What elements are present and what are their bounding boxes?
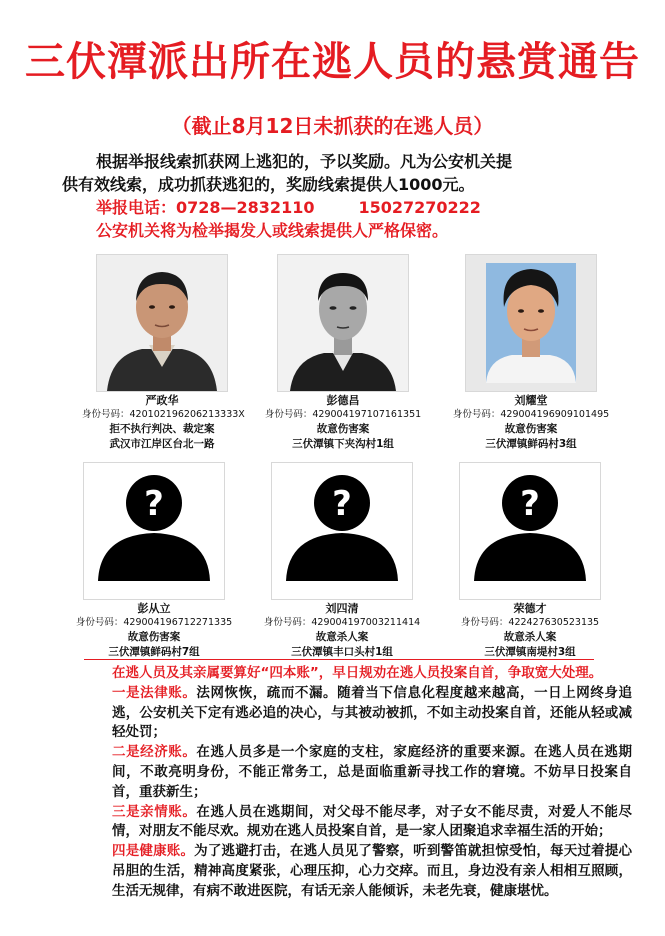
man-portrait-icon [97, 255, 227, 391]
fugitive-crime: 故意杀人案 [315, 631, 369, 643]
fugitive-card [263, 254, 423, 452]
fugitive-id-label: 身份号码： [264, 409, 313, 420]
fugitive-id [74, 616, 234, 630]
notice-subtitle: （截止8月12日未抓获的在逃人员） [171, 114, 494, 138]
fugitive-photo [277, 254, 409, 392]
fugitive-crime: 故意伤害案 [127, 631, 181, 643]
fugitive-id-number: 429004197107161351 [312, 409, 422, 420]
man-portrait-icon [278, 255, 408, 391]
fugitive-address: 武汉市江岸区台北一路 [109, 438, 215, 450]
unknown-person-icon [84, 463, 224, 599]
fugitive-id-number: 429004196712271335 [123, 617, 233, 628]
fugitive-crime: 故意伤害案 [316, 423, 370, 435]
notice-title: 三伏潭派出所在逃人员的悬赏通告 [25, 39, 640, 85]
fugitive-address: 三伏潭镇丰口头村1组 [291, 646, 393, 658]
fugitive-id-number: 429004196909101495 [500, 409, 610, 420]
fugitive-name: 彭德昌 [326, 394, 360, 407]
fugitive-photo-placeholder [271, 462, 413, 600]
fugitive-id-label: 身份号码： [452, 409, 501, 420]
advice-lead: 在逃人员及其亲属要算好“四本账”，早日规劝在逃人员投案自首，争取宽大处理。 [112, 665, 603, 681]
fugitive-id-label: 身份号码： [75, 617, 124, 628]
intro-block [62, 150, 642, 242]
fugitive-card [82, 254, 245, 452]
fugitive-id [263, 408, 423, 422]
advice-text: 为了逃避打击，在逃人员见了警察，听到警笛就担惊受怕，每天过着提心吊胆的生活，精神高度紧张，心理压抑，心力交瘁。而且，身边没有亲人相相互照顾，生活无规律，有病不敢进医院，有话无亲人能倾诉，未老先衰，健康堪忧。 [112, 843, 633, 899]
fugitive-id [450, 616, 610, 630]
fugitive-card [74, 462, 234, 660]
fugitive-crime: 故意伤害案 [504, 423, 558, 435]
fugitive-name: 刘四清 [325, 602, 359, 615]
advice-heading: 一是法律账。 [112, 684, 197, 701]
fugitive-id-number: 420102196206213333X [129, 409, 245, 420]
hotline-landline: 举报电话：0728—2832110 [96, 198, 315, 217]
svg-text:?: ? [144, 484, 164, 524]
advice-text: 在逃人员在逃期间，对父母不能尽孝，对子女不能尽责，对爱人不能尽情，对朋友不能尽欢。规劝在逃人员投案自首，是一家人团聚追求幸福生活的开始； [112, 803, 633, 840]
fugitive-photo [96, 254, 228, 392]
fugitive-id [82, 408, 245, 422]
man-portrait-icon [466, 255, 596, 391]
intro-line-1: 根据举报线索抓获网上逃犯的，予以奖励。凡为公安机关提 [96, 152, 513, 171]
hotline-line [62, 196, 642, 219]
fugitive-name: 荣德才 [513, 602, 547, 615]
fugitive-photo-placeholder [459, 462, 601, 600]
advice-paragraph-family [84, 803, 632, 843]
fugitive-id-label: 身份号码： [82, 409, 130, 420]
fugitive-photo-placeholder [83, 462, 225, 600]
intro-line-2: 供有效线索，成功抓获逃犯的，奖励线索提供人1000元。 [62, 175, 475, 194]
fugitive-address: 三伏潭镇鲜码村3组 [485, 438, 577, 450]
advice-text: 在逃人员多是一个家庭的支柱，家庭经济的重要来源。在逃人员在逃期间，不敢亮明身份，不能正常务工，总是面临重新寻找工作的窘境。不妨早日投案自首，重获新生； [112, 744, 633, 800]
svg-text:?: ? [332, 484, 352, 524]
fugitive-id-number: 422427630523135 [508, 617, 600, 628]
hotline-mobile: 15027270222 [358, 198, 481, 217]
fugitive-id-label: 身份号码： [460, 617, 509, 628]
fugitive-name: 刘耀堂 [514, 394, 548, 407]
fugitive-crime: 故意杀人案 [503, 631, 557, 643]
fugitive-address: 三伏潭镇鲜码村7组 [108, 646, 200, 658]
advice-section [84, 664, 632, 902]
advice-heading: 二是经济账。 [112, 744, 197, 761]
fugitive-name: 严政华 [145, 394, 179, 407]
fugitive-id [451, 408, 611, 422]
fugitive-id-label: 身份号码： [263, 617, 312, 628]
advice-paragraph-economy [84, 743, 632, 802]
fugitive-photo [465, 254, 597, 392]
fugitive-id-number: 429004197003211414 [311, 617, 421, 628]
advice-text: 法网恢恢，疏而不漏。随着当下信息化程度越来越高，一日上网终身追逃，公安机关下定有逃必追的决心，与其被动被抓，不如主动投案自首，还能从轻或减轻处罚； [112, 684, 633, 741]
unknown-person-icon [272, 463, 412, 599]
fugitive-address: 三伏潭镇下夹沟村1组 [292, 438, 394, 450]
fugitive-card [450, 462, 610, 660]
advice-heading: 四是健康账。 [112, 843, 195, 860]
svg-text:?: ? [520, 484, 540, 524]
fugitive-card [451, 254, 611, 452]
advice-heading: 三是亲情账。 [112, 803, 197, 820]
fugitive-id [262, 616, 422, 630]
fugitive-name: 彭从立 [137, 602, 171, 615]
section-divider [84, 659, 594, 660]
confidential-note: 公安机关将为检举揭发人或线索提供人严格保密。 [96, 221, 449, 240]
fugitive-crime: 拒不执行判决、裁定案 [109, 423, 215, 435]
advice-paragraph-law [84, 684, 632, 743]
fugitive-address: 三伏潭镇南堤村3组 [484, 646, 576, 658]
unknown-person-icon [460, 463, 600, 599]
fugitive-card [262, 462, 422, 660]
advice-paragraph-health [84, 842, 632, 901]
